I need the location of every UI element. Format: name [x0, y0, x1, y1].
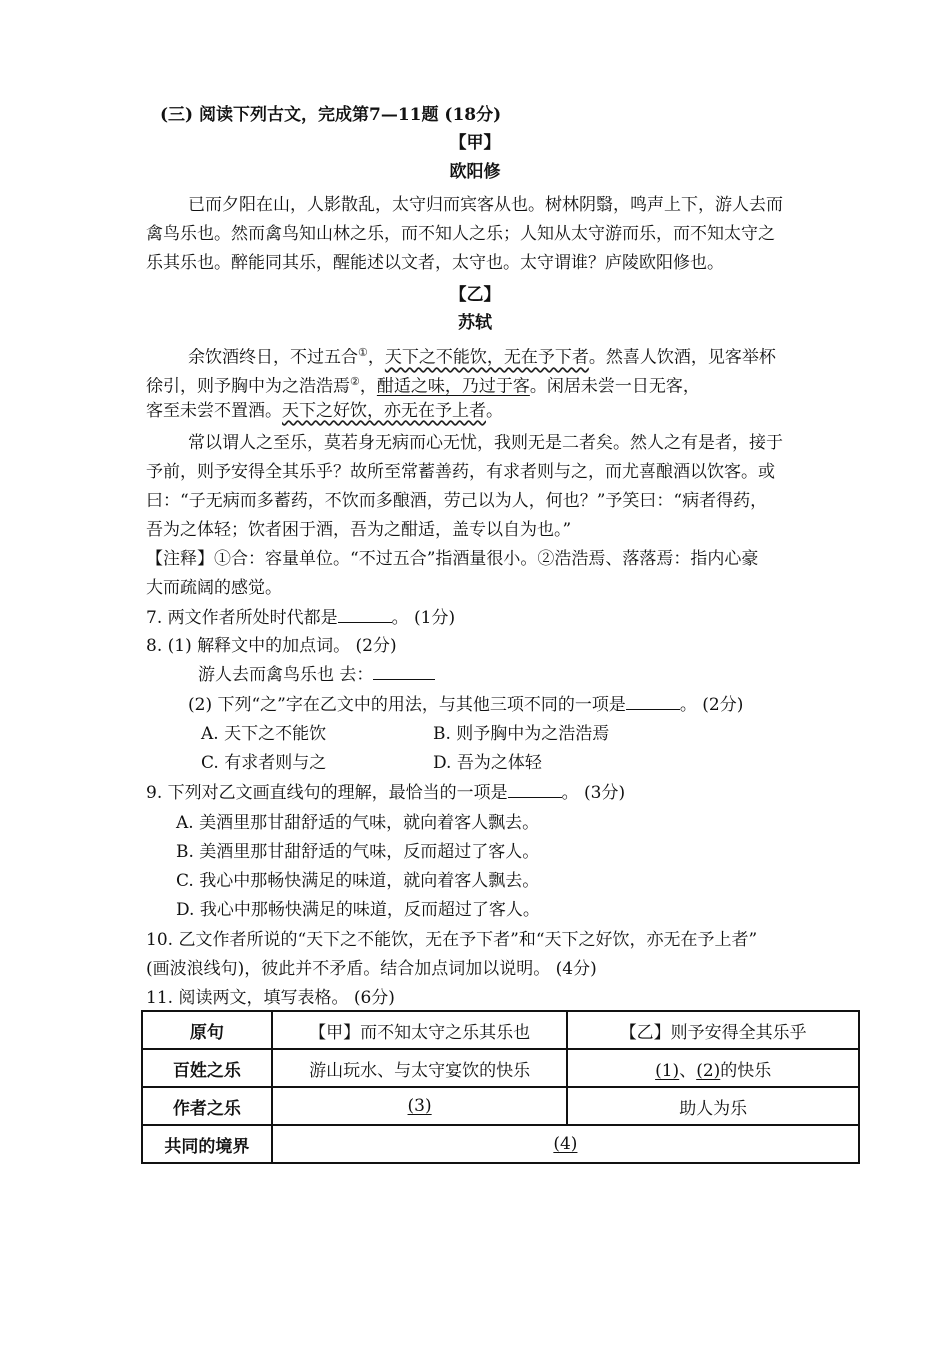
answer-blank[interactable] — [373, 663, 435, 680]
blank-4[interactable]: (4) — [553, 1134, 578, 1154]
question-text: 9. 下列对乙文画直线句的理解，最恰当的一项是 — [146, 783, 508, 803]
separator: 、 — [679, 1060, 697, 1081]
option-9c[interactable]: C. 我心中那畅快满足的味道，就向着客人飘去。 — [176, 871, 540, 891]
text-segment: 余饮酒终日，不过五合 — [188, 347, 358, 368]
jia-line-1: 已而夕阳在山，人影散乱，太守归而宾客从也。树林阴翳，鸣声上下，游人去而 — [188, 195, 783, 215]
table-row — [142, 1125, 859, 1163]
text-segment: 徐引，则予胸中为之浩浩焉 — [146, 376, 350, 397]
table-cell — [272, 1125, 859, 1163]
question-11: 11. 阅读两文，填写表格。 (6分) — [146, 988, 395, 1008]
yi-p1-line-2 — [146, 370, 700, 399]
blank-3[interactable]: (3) — [407, 1096, 432, 1116]
answer-blank[interactable] — [338, 606, 392, 623]
question-8-1 — [198, 663, 435, 687]
question-text: 7. 两文作者所处时代都是 — [146, 608, 338, 628]
option-8a[interactable]: A. 天下之不能饮 — [201, 724, 327, 744]
footnote-marker: ① — [358, 346, 368, 359]
text-segment: 。 — [486, 401, 503, 421]
jia-author: 欧阳修 — [449, 162, 501, 182]
straight-underlined-sentence: 酣适之味，乃过于客 — [376, 376, 530, 397]
question-9 — [146, 781, 625, 805]
row-label: 作者之乐 — [142, 1087, 272, 1125]
question-8-2 — [188, 693, 743, 717]
yi-p2-line-4: 吾为之体轻；饮者困于酒，吾为之酣适，盖专以自为也。” — [146, 520, 572, 540]
question-7 — [146, 606, 455, 630]
annotation-line-1: 【注释】①合：容量单位。“不过五合”指酒量很小。②浩浩焉、落落焉：指内心豪 — [146, 549, 759, 569]
question-10-line-1: 10. 乙文作者所说的“天下之不能饮，无在予下者”和“天下之好饮，亦无在予上者” — [146, 930, 758, 950]
text-segment: 客至未尝不置酒。 — [146, 401, 282, 421]
question-text: 。 (1分) — [391, 608, 456, 628]
table-row — [142, 1087, 859, 1125]
table-cell — [567, 1049, 859, 1087]
option-9b[interactable]: B. 美酒里那甘甜舒适的气味，反而超过了客人。 — [176, 842, 540, 862]
option-9d[interactable]: D. 我心中那畅快满足的味道，反而超过了客人。 — [176, 900, 540, 920]
table-header-cell: 【乙】则予安得全其乐乎 — [567, 1011, 859, 1049]
question-text: (2) 下列“之”字在乙文中的用法，与其他三项不同的一项是 — [188, 695, 626, 715]
text-segment: ， — [359, 376, 377, 397]
option-8c[interactable]: C. 有求者则与之 — [201, 753, 327, 773]
annotation-line-2: 大而疏阔的感觉。 — [146, 578, 282, 598]
question-8-heading: 8. (1) 解释文中的加点词。 (2分) — [146, 636, 397, 656]
question-text: 游人去而禽鸟乐也 去： — [198, 665, 374, 685]
text-segment: 。然喜人饮酒，见客举杯 — [588, 347, 776, 368]
yi-p1-line-3 — [146, 399, 503, 423]
wavy-underlined-sentence: 天下之不能饮，无在予下者 — [384, 347, 589, 368]
option-8d[interactable]: D. 吾为之体轻 — [433, 753, 542, 773]
blank-1[interactable]: (1) — [655, 1060, 680, 1081]
table-header-cell: 原句 — [142, 1011, 272, 1049]
section-heading: (三) 阅读下列古文，完成第7—11题 (18分) — [160, 105, 502, 125]
text-segment: ， — [367, 347, 385, 368]
question-text: 。 (2分) — [679, 695, 744, 715]
jia-line-3: 乐其乐也。醉能同其乐，醒能述以文者，太守也。太守谓谁？庐陵欧阳修也。 — [146, 253, 724, 273]
table-cell: 助人为乐 — [567, 1087, 859, 1125]
cell-text: 的快乐 — [720, 1060, 772, 1081]
table-cell: 游山玩水、与太守宴饮的快乐 — [272, 1049, 568, 1087]
table-row — [142, 1011, 859, 1049]
wavy-underlined-sentence: 天下之好饮，亦无在予上者 — [282, 401, 486, 421]
yi-p2-line-1: 常以谓人之至乐，莫若身无病而心无忧，我则无是二者矣。然人之有是者，接于 — [188, 433, 783, 453]
answer-blank[interactable] — [626, 693, 680, 710]
table-cell — [272, 1087, 568, 1125]
table-header-cell: 【甲】而不知太守之乐其乐也 — [272, 1011, 568, 1049]
yi-author: 苏轼 — [458, 313, 492, 333]
jia-line-2: 禽鸟乐也。然而禽鸟知山林之乐，而不知人之乐；人知从太守游而乐，而不知太守之 — [146, 224, 775, 244]
row-label: 百姓之乐 — [142, 1049, 272, 1087]
yi-label: 【乙】 — [449, 285, 501, 305]
row-label: 共同的境界 — [142, 1125, 272, 1163]
blank-2[interactable]: (2) — [696, 1060, 721, 1081]
yi-p2-line-2: 予前，则予安得全其乐乎？故所至常蓄善药，有求者则与之，而尤喜酿酒以饮客。或 — [146, 462, 775, 482]
text-segment: 。闲居未尝一日无客， — [529, 376, 700, 397]
option-9a[interactable]: A. 美酒里那甘甜舒适的气味，就向着客人飘去。 — [176, 813, 540, 833]
question-10-line-2: (画波浪线句)，彼此并不矛盾。结合加点词加以说明。 (4分) — [146, 959, 597, 979]
yi-p1-line-1 — [188, 341, 776, 370]
question-text: 。 (3分) — [561, 783, 626, 803]
jia-label: 【甲】 — [449, 133, 501, 153]
option-8b[interactable]: B. 则予胸中为之浩浩焉 — [433, 724, 610, 744]
yi-p2-line-3: 曰：“子无病而多蓄药，不饮而多酿酒，劳己以为人，何也？”予笑曰：“病者得药， — [146, 491, 768, 511]
answer-blank[interactable] — [508, 781, 562, 798]
answer-table — [141, 1010, 860, 1164]
table-row — [142, 1049, 859, 1087]
footnote-marker: ② — [350, 375, 360, 388]
